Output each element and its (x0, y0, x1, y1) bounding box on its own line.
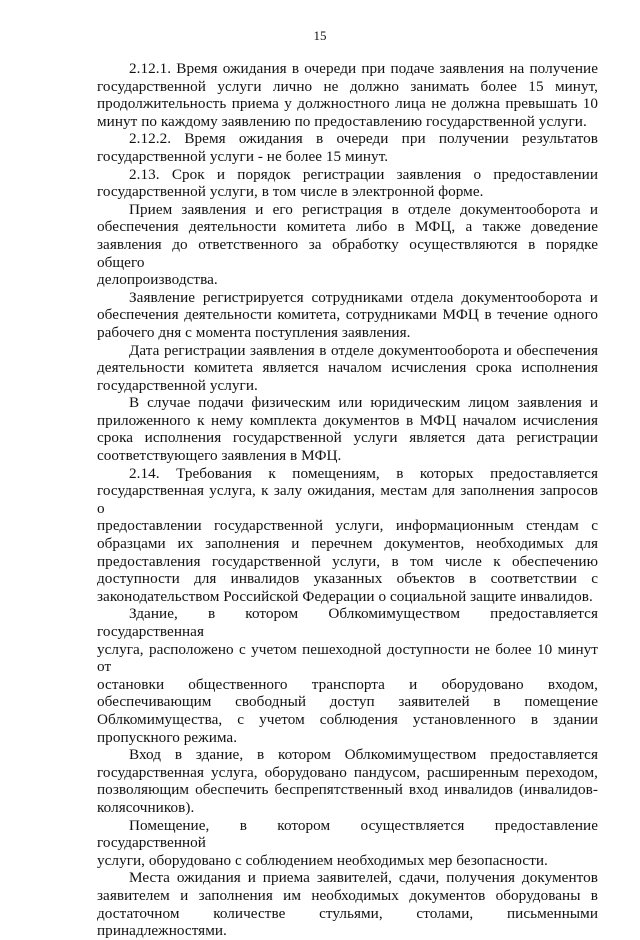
paragraph (97, 342, 598, 395)
text-line: обеспечивающим свободный доступ заявителей в помещение (97, 693, 598, 711)
text-line: заявителем и заполнения им необходимых документов оборудованы в (97, 886, 598, 904)
text-line: достаточном количестве стульями, столами, письменными (97, 904, 598, 922)
text-line: Здание, в котором Облкомимуществом предоставляется государственная (97, 605, 598, 640)
text-line: Места ожидания и приема заявителей, сдачи, получения документов (129, 869, 598, 887)
text-line: государственной услуги, в том числе в электронной форме. (97, 183, 484, 201)
text-line: 2.12.1. Время ожидания в очереди при подаче заявления на получение (129, 60, 598, 77)
text-line: деятельности комитета является началом исчисления срока исполнения (97, 359, 598, 377)
text-line: соответствующего заявления в МФЦ. (97, 447, 342, 465)
text-line: государственной услуги - не более 15 минут. (97, 147, 389, 165)
text-line: обеспечения деятельности комитета, сотрудниками МФЦ в течение одного (97, 306, 598, 324)
paragraph (97, 817, 598, 870)
text-line: приложенного к нему комплекта документов в МФЦ началом исчисления (97, 411, 598, 429)
text-line: государственная услуга, оборудовано пандусом, расширенным переходом, (97, 763, 598, 781)
text-line: пропускного режима. (97, 728, 238, 746)
text-line: образцами их заполнения и перечнем документов, необходимых для (97, 535, 598, 553)
paragraph (97, 60, 598, 130)
text-line: 2.13. Срок и порядок регистрации заявления о предоставлении (129, 165, 598, 183)
text-line: рабочего дня с момента поступления заявления. (97, 323, 411, 341)
text-line: делопроизводства. (97, 271, 218, 289)
text-line: позволяющим обеспечить беспрепятственный вход инвалидов (инвалидов- (97, 781, 598, 799)
paragraph (97, 465, 598, 606)
paragraph (97, 289, 598, 342)
text-line: 2.12.2. Время ожидания в очереди при получении результатов (129, 130, 598, 148)
text-line: доступности для инвалидов указанных объектов в соответствии с (97, 570, 598, 588)
text-line: срока исполнения государственной услуги является дата регистрации (97, 429, 598, 447)
text-line: остановки общественного транспорта и оборудовано входом, (97, 675, 598, 693)
text-line: услуга, расположено с учетом пешеходной доступности не более 10 минут от (97, 640, 598, 676)
text-line: Прием заявления и его регистрация в отделе документооборота и (129, 200, 598, 218)
text-line: колясочников). (97, 798, 195, 816)
document-body (97, 60, 598, 940)
text-line: предоставлении государственной услуги, информационным стендам с (97, 517, 598, 535)
text-line: государственной услуги. (97, 376, 258, 394)
paragraph (97, 166, 598, 201)
text-line: Заявление регистрируется сотрудниками отдела документооборота и (129, 288, 598, 306)
text-line: Облкомимущества, с учетом соблюдения установленного в здании (97, 710, 598, 728)
text-line: Помещение, в котором осуществляется предоставление государственной (97, 816, 598, 852)
text-line: 2.14. Требования к помещениям, в которых предоставляется (129, 464, 598, 482)
text-line: Дата регистрации заявления в отделе документооборота и обеспечения (129, 341, 598, 359)
paragraph (97, 394, 598, 464)
text-line: минут по каждому заявлению по предоставлению государственной услуги. (97, 112, 587, 130)
paragraph (97, 130, 598, 165)
text-line: предоставления государственной услуги, в том числе к обеспечению (97, 552, 598, 570)
text-line: продолжительность приема у должностного лица не должна превышать 10 (97, 95, 598, 113)
page-number: 15 (313, 28, 327, 43)
text-line: обеспечения деятельности комитета либо в МФЦ, а также доведение (97, 218, 598, 236)
text-line: услуги, оборудовано с соблюдением необходимых мер безопасности. (97, 851, 548, 869)
text-line: принадлежностями. (97, 922, 227, 940)
text-line: В случае подачи физическим или юридическим лицом заявления и (129, 394, 598, 412)
text-line: государственная услуга, к залу ожидания, местам для заполнения запросов о (97, 482, 598, 517)
paragraph (97, 746, 598, 816)
text-line: законодательством Российской Федерации о социальной защите инвалидов. (97, 587, 593, 605)
text-line: Вход в здание, в котором Облкомимуществом предоставляется (129, 746, 598, 764)
text-line: заявления до ответственного за обработку осуществляются в порядке общего (97, 235, 598, 271)
text-line: государственной услуги лично не должно занимать более 15 минут, (97, 77, 598, 95)
paragraph (97, 605, 598, 746)
paragraph (97, 201, 598, 289)
